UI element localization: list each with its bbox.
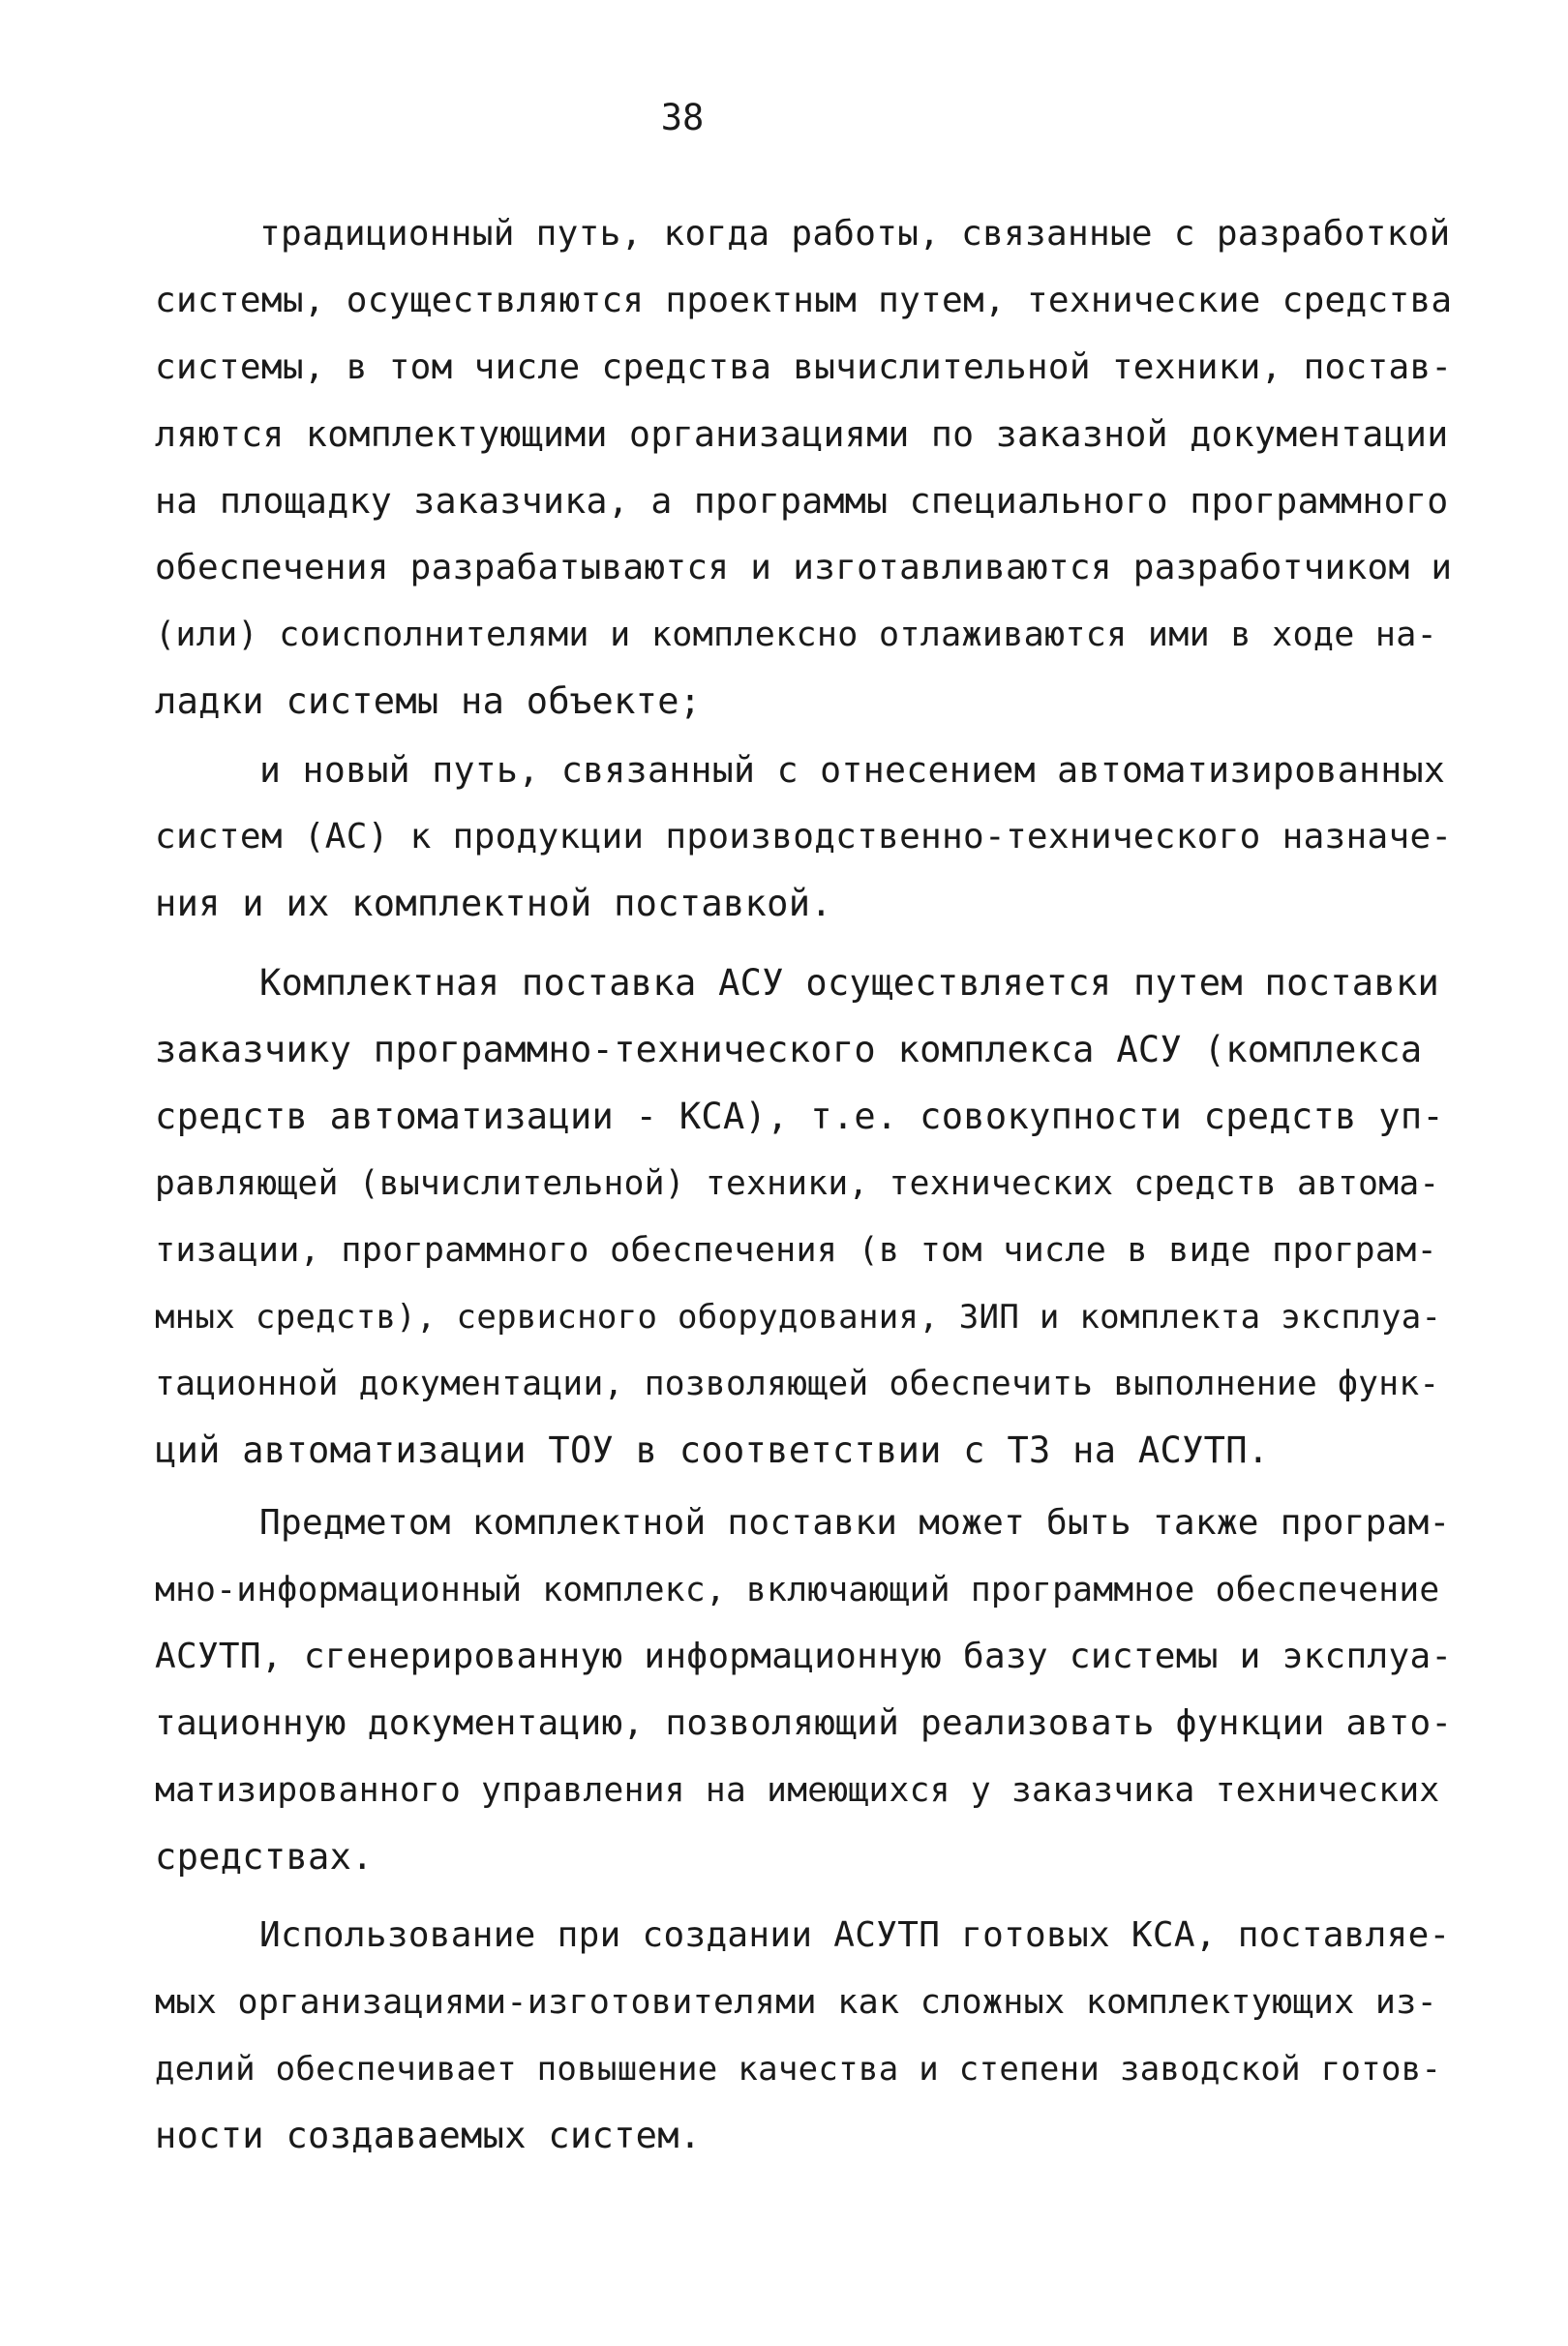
text-line: средствах. bbox=[155, 1836, 374, 1878]
text-line: мных средств), сервисного оборудования, ЗИП и комплекта эксплуа- bbox=[155, 1298, 1442, 1337]
text-line: традиционный путь, когда работы, связанные с разработкой bbox=[259, 214, 1451, 254]
text-line: матизированного управления на имеющихся у заказчика технических bbox=[155, 1771, 1440, 1810]
text-line: тационной документации, позволяющей обеспечить выполнение функ- bbox=[155, 1365, 1440, 1403]
text-line: (или) соисполнителями и комплексно отлаживаются ими в ходе на- bbox=[155, 616, 1438, 654]
text-line: Предметом комплектной поставки может быть также програм- bbox=[259, 1503, 1451, 1543]
page-number: 38 bbox=[660, 97, 705, 138]
text-line: ния и их комплектной поставкой. bbox=[155, 883, 832, 924]
text-line: ляются комплектующими организациями по заказной документации bbox=[155, 413, 1449, 455]
text-line: средств автоматизации - КСА), т.е. совокупности средств уп- bbox=[155, 1096, 1444, 1137]
text-line: равляющей (вычислительной) техники, технических средств автома- bbox=[155, 1164, 1440, 1203]
text-line: ладки системы на объекте; bbox=[155, 680, 702, 722]
text-line: на площадку заказчика, а программы специального программного bbox=[155, 480, 1449, 522]
text-line: АСУТП, сгенерированную информационную базу системы и эксплуа- bbox=[155, 1637, 1453, 1676]
text-line: и новый путь, связанный с отнесением автоматизированных bbox=[259, 749, 1446, 791]
text-line: заказчику программно-технического комплекса АСУ (комплекса bbox=[155, 1029, 1423, 1070]
text-line: системы, в том числе средства вычислительной техники, постав- bbox=[155, 347, 1453, 387]
text-line: системы, осуществляются проектным путем, технические средства bbox=[155, 281, 1453, 320]
text-line: обеспечения разрабатываются и изготавливаются разработчиком и bbox=[155, 548, 1453, 587]
text-line: ций автоматизации ТОУ в соответствии с ТЗ на АСУТП. bbox=[155, 1429, 1270, 1471]
text-line: тизации, программного обеспечения (в том числе в виде програм- bbox=[155, 1231, 1438, 1270]
text-line: мых организациями-изготовителями как сложных комплектующих из- bbox=[155, 1983, 1438, 2022]
text-line: тационную документацию, позволяющий реализовать функции авто- bbox=[155, 1703, 1453, 1743]
text-line: Комплектная поставка АСУ осуществляется путем поставки bbox=[259, 962, 1440, 1004]
text-line: мно-информационный комплекс, включающий программное обеспечение bbox=[155, 1571, 1440, 1609]
text-line: ности создаваемых систем. bbox=[155, 2115, 702, 2156]
text-line: Использование при создании АСУТП готовых КСА, поставляе- bbox=[259, 1915, 1451, 1955]
text-line: систем (АС) к продукции производственно-технического назначе- bbox=[155, 817, 1453, 857]
text-line: делий обеспечивает повышение качества и степени заводской готов- bbox=[155, 2050, 1442, 2089]
